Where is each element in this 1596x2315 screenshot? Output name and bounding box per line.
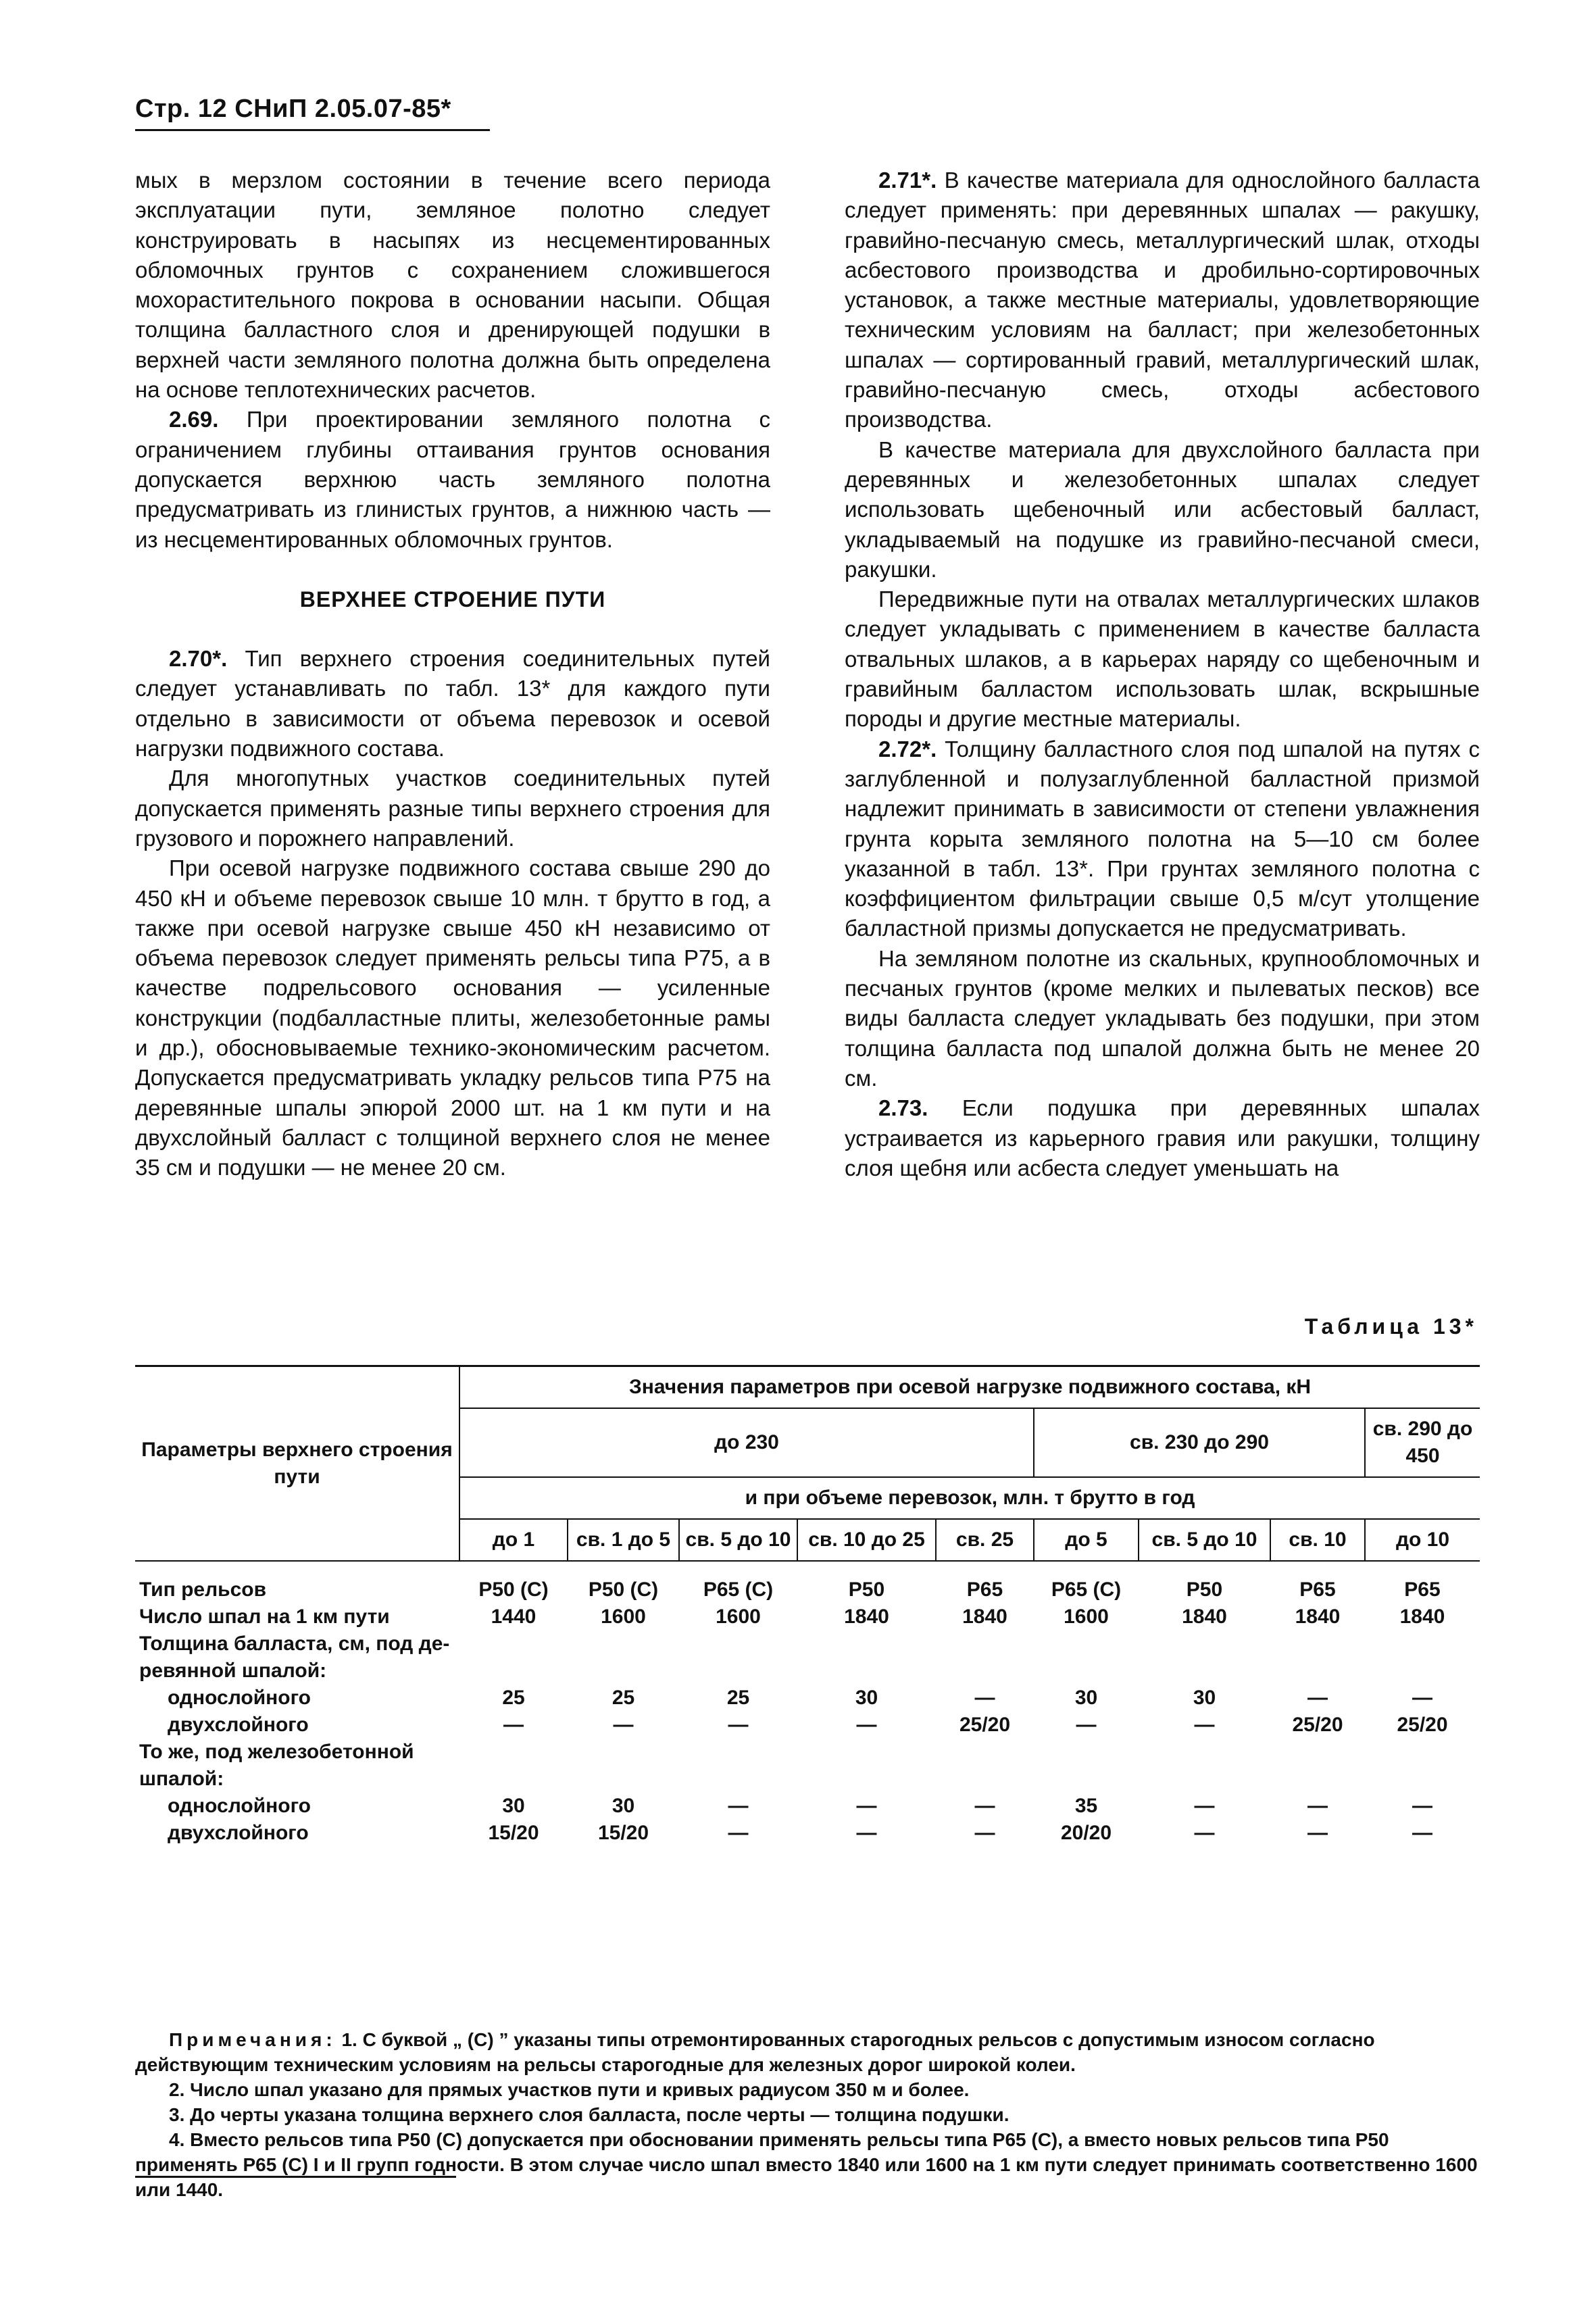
paragraph-text: мых в мерзлом состоянии в течение всего периода эксплуатации пути, земляное полотно следует конструировать в насыпях из несцементированных обломочных грунтов с сохранением сложившегося мохорастительного покрова в основании насыпи. Общая толщина балластного слоя и дренирующей подушки в верхней части земляного полотна должна быть определена на основе теплотехнических расчетов.	[135, 168, 770, 403]
row-label: Толщина балласта, см, под де-	[139, 1633, 450, 1655]
table-cell	[1034, 1766, 1139, 1793]
paragraph	[845, 584, 1480, 734]
table-cell: Р65	[1299, 1578, 1336, 1601]
row-label: однослойного	[168, 1795, 311, 1817]
table-cell: —	[1307, 1822, 1328, 1844]
table-cell: —	[1412, 1795, 1432, 1817]
paragraph-2-72	[845, 735, 1480, 944]
table-cell	[1034, 1631, 1139, 1658]
table-cell	[568, 1631, 679, 1658]
table-cell: —	[1076, 1714, 1097, 1736]
section-title: ВЕРХНЕЕ СТРОЕНИЕ ПУТИ	[299, 587, 606, 612]
table-cell	[1270, 1739, 1365, 1766]
table-row	[135, 1658, 1480, 1685]
table-cell: 1440	[491, 1605, 537, 1628]
volume-header: и при объеме перевозок, млн. т брутто в год	[459, 1477, 1480, 1519]
note-text: 1. С буквой „ (С) ” указаны типы отремонтированных старогодных рельсов с допустимым износом согласно действующим техническим условиям на рельсы старогодные для железных дорог широкой колеи.	[135, 2029, 1375, 2075]
clause-number: 2.69.	[169, 407, 219, 432]
table-cell: 1600	[716, 1605, 761, 1628]
paragraph-text: Толщину балластного слоя под шпалой на путях с заглубленной и полузаглубленной балластной призмой надлежит принимать в зависимости от степени увлажнения грунта корыта земляного полотна на 5—10 см более указанной в табл. 13*. При грунтах земляного полотна с коэффициентом фильтрации свыше 0,5 м/сут утолщение балластной призмы допускается не предусматривать.	[845, 736, 1480, 941]
table-row	[135, 1766, 1480, 1793]
table-row	[135, 1603, 1480, 1631]
table-cell	[1034, 1658, 1139, 1685]
table-row	[135, 1631, 1480, 1658]
table-cell: —	[728, 1714, 749, 1736]
table-cell	[679, 1739, 797, 1766]
table-cell: 1840	[1295, 1605, 1341, 1628]
note-4: 4. Вместо рельсов типа Р50 (С) допускается при обосновании применять рельсы типа Р65 (С), а вместо новых рельсов типа Р50 применять Р65 (С) I и II групп годности. В этом случае число шпал вместо 1840 или 1600 на 1 км пути следует принимать соответственно 1600 или 1440.	[135, 2129, 1478, 2200]
table-cell: 30	[502, 1795, 525, 1817]
notes-label: Примечания:	[169, 2029, 336, 2050]
load-group-header: св. 230 до 290	[1034, 1408, 1365, 1477]
volume-column-header: до 10	[1365, 1519, 1480, 1561]
table-cell	[1139, 1631, 1270, 1658]
table-row	[135, 1685, 1480, 1712]
table-cell: —	[1307, 1795, 1328, 1817]
paragraph-text: В качестве материала для однослойного балласта следует применять: при деревянных шпалах — ракушку, гравийно-песчаную смесь, металлургический шлак, отходы асбестового производства и дробильно-сортировочных установок, а также местные материалы, удовлетворяющие техническим условиям на балласт; при железобетонных шпалах — сортированный гравий, металлургический шлак, гравийно-песчаную смесь, отходы асбестового производства.	[845, 168, 1480, 432]
table-cell	[1270, 1658, 1365, 1685]
table-cell: 25	[502, 1687, 525, 1709]
table-cell: Р50	[848, 1578, 885, 1601]
table-cell	[1365, 1739, 1480, 1766]
table-cell: 25	[612, 1687, 635, 1709]
paragraph-text: Если подушка при деревянных шпалах устраивается из карьерного гравия или ракушки, толщину слоя щебня или асбеста следует уменьшать на	[845, 1095, 1480, 1180]
table-cell: Р50 (С)	[478, 1578, 549, 1601]
table-cell: 1840	[844, 1605, 889, 1628]
row-label: Число шпал на 1 км пути	[139, 1605, 390, 1628]
table-cell	[1365, 1658, 1480, 1685]
table-cell: —	[613, 1714, 634, 1736]
volume-column-header: св. 5 до 10	[679, 1519, 797, 1561]
paragraph-text: Для многопутных участков соединительных путей допускается применять разные типы верхнего строения для грузового и порожнего направлений.	[135, 766, 770, 851]
table-row	[135, 1739, 1480, 1766]
table-cell: —	[856, 1822, 877, 1844]
row-label: То же, под железобетонной	[139, 1741, 414, 1763]
table-row	[135, 1820, 1480, 1847]
table-cell: —	[728, 1795, 749, 1817]
table-cell: —	[1412, 1687, 1432, 1709]
clause-number: 2.73.	[878, 1095, 928, 1121]
table-cell	[936, 1739, 1034, 1766]
table-cell: 1840	[962, 1605, 1007, 1628]
paragraph	[845, 944, 1480, 1093]
paragraph-2-73	[845, 1093, 1480, 1183]
table-cell: —	[856, 1795, 877, 1817]
clause-number: 2.71*.	[878, 168, 937, 193]
table-cell: 35	[1074, 1795, 1098, 1817]
table-cell	[568, 1739, 679, 1766]
table-cell	[936, 1766, 1034, 1793]
right-column	[845, 166, 1480, 1183]
table-cell: 20/20	[1060, 1822, 1112, 1844]
note-1	[135, 2027, 1480, 2077]
table-cell: —	[1307, 1687, 1328, 1709]
table-cell	[1139, 1658, 1270, 1685]
table-cell: —	[503, 1714, 524, 1736]
table-cell: Р65 (С)	[703, 1578, 774, 1601]
table-row	[135, 1793, 1480, 1820]
table-cell: 15/20	[597, 1822, 649, 1844]
row-label: ревянной шпалой:	[139, 1660, 327, 1682]
table-cell	[1270, 1631, 1365, 1658]
table-body	[135, 1561, 1480, 1847]
table-cell	[1270, 1766, 1365, 1793]
table-cell	[459, 1766, 568, 1793]
table-cell: Р65	[1404, 1578, 1441, 1601]
table-cell	[797, 1739, 936, 1766]
table-cell: —	[974, 1822, 995, 1844]
table-cell: Р50 (С)	[588, 1578, 659, 1601]
paragraph	[135, 166, 770, 405]
volume-column-header: св. 1 до 5	[568, 1519, 679, 1561]
table-cell	[1139, 1739, 1270, 1766]
table-cell: 1840	[1182, 1605, 1227, 1628]
table-cell: 30	[1193, 1687, 1216, 1709]
table-cell: Р65	[966, 1578, 1003, 1601]
paragraph	[845, 435, 1480, 584]
table-cell	[797, 1658, 936, 1685]
table-cell: 15/20	[488, 1822, 539, 1844]
table-cell	[568, 1766, 679, 1793]
table-cell: 30	[612, 1795, 635, 1817]
row-label: двухслойного	[168, 1822, 309, 1844]
table-cell	[797, 1631, 936, 1658]
load-group-header: св. 290 до 450	[1365, 1408, 1480, 1477]
table-cell: 25/20	[1397, 1714, 1448, 1736]
table-cell: Р65 (С)	[1051, 1578, 1122, 1601]
table-cell: —	[974, 1687, 995, 1709]
table-cell: —	[728, 1822, 749, 1844]
table-cell: —	[1194, 1822, 1215, 1844]
table-cell	[459, 1739, 568, 1766]
table-cell	[1365, 1631, 1480, 1658]
volume-column-header: св. 10	[1270, 1519, 1365, 1561]
table-row	[135, 1561, 1480, 1603]
volume-column-header: до 5	[1034, 1519, 1139, 1561]
param-header: Параметры верхнего строения пути	[135, 1366, 459, 1562]
row-label: Тип рельсов	[139, 1578, 267, 1601]
paragraph-2-69	[135, 405, 770, 554]
table-cell: 25	[726, 1687, 750, 1709]
table-caption: Таблица 13*	[1304, 1314, 1478, 1339]
table-cell: 1840	[1399, 1605, 1445, 1628]
table-cell: 1600	[601, 1605, 646, 1628]
table-cell: —	[1194, 1795, 1215, 1817]
table-cell: 1600	[1064, 1605, 1109, 1628]
volume-column-header: св. 5 до 10	[1139, 1519, 1270, 1561]
volume-column-header: до 1	[459, 1519, 568, 1561]
table-cell	[679, 1766, 797, 1793]
load-group-header: до 230	[459, 1408, 1034, 1477]
paragraph-text: Тип верхнего строения соединительных путей следует устанавливать по табл. 13* для каждого пути отдельно в зависимости от объема перевозок и осевой нагрузки подвижного состава.	[135, 646, 770, 762]
table-cell: Р50	[1186, 1578, 1223, 1601]
paragraph-text: При проектировании земляного полотна с ограничением глубины оттаивания грунтов основания допускается верхнюю часть земляного полотна предусматривать из глинистых грунтов, а нижнюю часть — из несцементированных обломочных грунтов.	[135, 407, 771, 552]
parameters-table	[135, 1365, 1480, 1847]
paragraph	[135, 853, 770, 1183]
paragraph-text: В качестве материала для двухслойного балласта при деревянных и железобетонных шпалах следует использовать щебеночный или асбестовый балласт, укладываемый на подушке из гравийно-песчаной смеси, ракушки.	[845, 437, 1480, 582]
clause-number: 2.72*.	[878, 736, 937, 762]
table-cell	[936, 1658, 1034, 1685]
paragraph-text: При осевой нагрузке подвижного состава свыше 290 до 450 кН и объеме перевозок свыше 10 млн. т брутто в год, а также при осевой нагрузке свыше 450 кН независимо от объема перевозок следует применять рельсы типа Р75, а в качестве подрельсового основания — усиленные конструкции (подбалластные плиты, железобетонные рамы и др.), обосновываемые технико-экономическим расчетом. Допускается предусматривать укладку рельсов типа Р75 на деревянные шпалы эпюрой 2000 шт. на 1 км пути и на двухслойный балласт с толщиной верхнего слоя не менее 35 см и подушки — не менее 20 см.	[135, 855, 770, 1180]
volume-column-header: св. 10 до 25	[797, 1519, 936, 1561]
page-header: Стр. 12 СНиП 2.05.07-85*	[135, 95, 490, 131]
volume-column-header: св. 25	[936, 1519, 1034, 1561]
paragraph-text: На земляном полотне из скальных, крупнообломочных и песчаных грунтов (кроме мелких и пылеватых песков) все виды балласта следует укладывать без подушки, при этом толщина балласта под шпалой должна быть не менее 20 см.	[845, 945, 1480, 1091]
table-cell	[679, 1658, 797, 1685]
table-cell: 30	[1074, 1687, 1098, 1709]
clause-number: 2.70*.	[169, 646, 228, 672]
table-cell: 25/20	[1292, 1714, 1343, 1736]
table-cell	[459, 1658, 568, 1685]
table-cell: —	[974, 1795, 995, 1817]
table-cell	[568, 1658, 679, 1685]
note-2: 2. Число шпал указано для прямых участков пути и кривых радиусом 350 м и более.	[169, 2079, 970, 2100]
table-row	[135, 1712, 1480, 1739]
table-cell	[797, 1766, 936, 1793]
row-label: шпалой:	[139, 1768, 224, 1790]
paragraph	[135, 764, 770, 853]
table-cell	[1034, 1739, 1139, 1766]
table-cell	[936, 1631, 1034, 1658]
paragraph-text: Передвижные пути на отвалах металлургических шлаков следует укладывать с применением в качестве балласта отвальных шлаков, а в карьерах наряду со щебеночным и гравийным балластом использовать шлак, вскрышные породы и другие местные материалы.	[845, 587, 1480, 732]
values-header: Значения параметров при осевой нагрузке подвижного состава, кН	[459, 1366, 1480, 1409]
table-cell	[1139, 1766, 1270, 1793]
table-cell	[679, 1631, 797, 1658]
note-3: 3. До черты указана толщина верхнего слоя балласта, после черты — толщина подушки.	[169, 2104, 1009, 2125]
table-cell: —	[856, 1714, 877, 1736]
table-cell: —	[1412, 1822, 1432, 1844]
table-cell: 25/20	[959, 1714, 1011, 1736]
paragraph-2-70	[135, 644, 770, 764]
paragraph-2-71	[845, 166, 1480, 435]
left-column	[135, 166, 770, 1183]
row-label: двухслойного	[168, 1714, 309, 1736]
end-divider	[135, 2176, 456, 2178]
row-label: однослойного	[168, 1687, 311, 1709]
table-cell	[459, 1631, 568, 1658]
table-cell: —	[1194, 1714, 1215, 1736]
table-cell	[1365, 1766, 1480, 1793]
table-cell: 30	[855, 1687, 878, 1709]
